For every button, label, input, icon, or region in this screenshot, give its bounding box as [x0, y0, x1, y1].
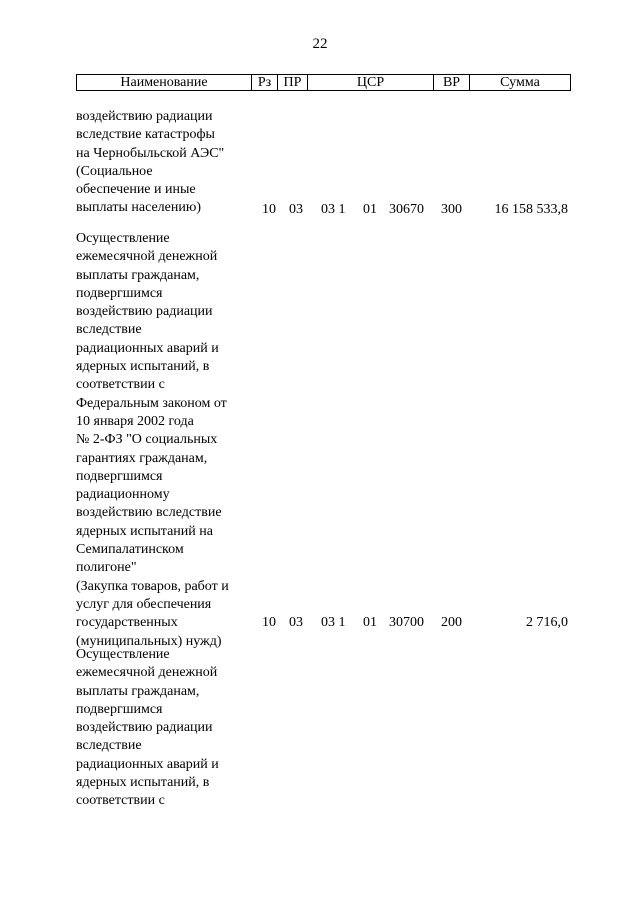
row-csr-code: 30700 — [389, 615, 424, 630]
table-header — [76, 74, 571, 91]
header-pr: ПР — [278, 75, 308, 90]
header-csr: ЦСР — [308, 75, 434, 90]
row-rz: 10 — [262, 202, 276, 217]
header-name: Наименование — [77, 75, 252, 90]
page-number: 22 — [312, 36, 328, 52]
row-csr-program: 03 1 — [321, 615, 346, 630]
row-csr-sub: 01 — [363, 615, 377, 630]
row-sum: 2 716,0 — [526, 615, 568, 630]
row-csr-code: 30670 — [389, 202, 424, 217]
row-codes — [76, 201, 571, 219]
row-codes — [76, 614, 571, 632]
row-name: Осуществление ежемесячной денежной выплаты гражданам, подвергшимся воздействию радиации вследствие радиационных аварий и ядерных испытаний, в соответствии с — [76, 647, 219, 809]
header-vr: ВР — [434, 75, 470, 90]
table-row — [76, 108, 571, 219]
row-pr: 03 — [289, 615, 303, 630]
row-csr-sub: 01 — [363, 202, 377, 217]
table-row — [76, 230, 571, 649]
table-row — [76, 646, 571, 816]
row-vr: 200 — [441, 615, 462, 630]
row-rz: 10 — [262, 615, 276, 630]
row-vr: 300 — [441, 202, 462, 217]
row-name: Осуществление ежемесячной денежной выплаты гражданам, подвергшимся воздействию радиации вследствие радиационных аварий и ядерных испытаний, в соответствии с Федеральным законом от 10 января 2002 года № 2-ФЗ "О социальных гарантиях гражданам, подвергшимся радиационному воздействию вследствие ядерных испытаний на Семипалатинском полигоне" (Закупка товаров, работ и услуг для обеспечения государственных (муниципальных) нужд) — [76, 231, 229, 649]
row-sum: 16 158 533,8 — [494, 202, 568, 217]
row-name: воздействию радиации вследствие катастрофы на Чернобыльской АЭС" (Социальное обеспечение и иные выплаты населению) — [76, 109, 225, 216]
row-csr-program: 03 1 — [321, 202, 346, 217]
row-pr: 03 — [289, 202, 303, 217]
header-rz: Рз — [252, 75, 278, 90]
header-sum: Сумма — [500, 75, 540, 90]
